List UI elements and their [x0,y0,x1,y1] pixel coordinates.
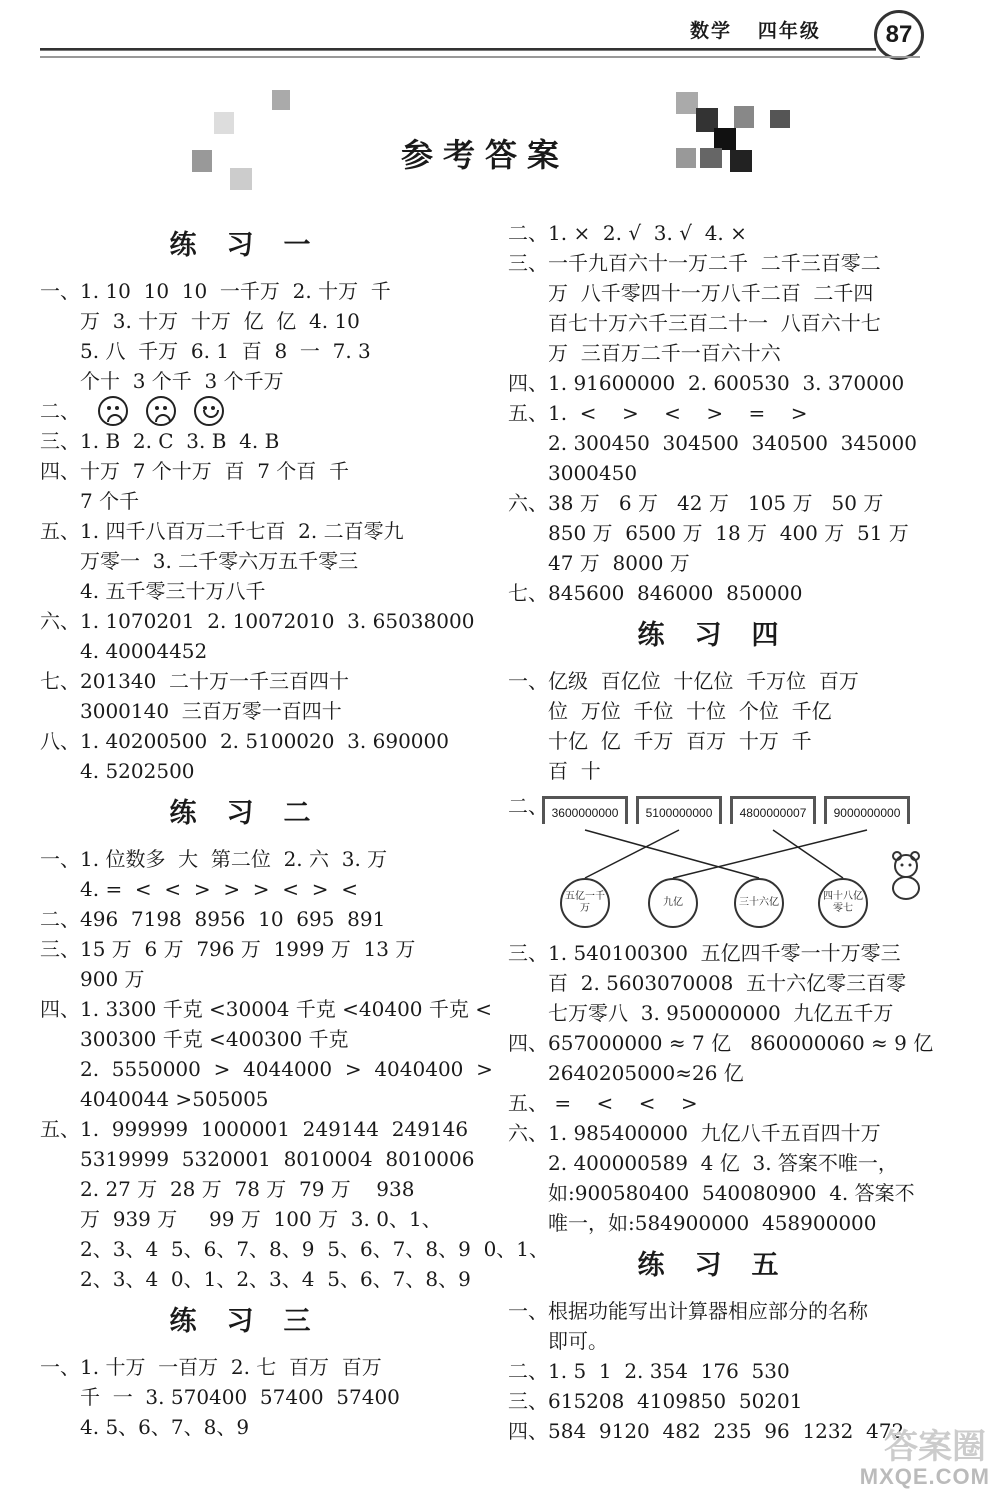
answer-line: 850 万 6500 万 18 万 400 万 51 万 [548,521,909,545]
header-rule-thin [40,56,920,58]
answer-line: 4. = < < > > > < > < [80,877,358,901]
answer-line: 万 八千零四十一万八千二百 二千四 [548,281,874,305]
answer-line: 如:900580400 540080900 4. 答案不 [548,1181,915,1205]
sad-face-icon [98,396,128,426]
answer-line: 三、1. 540100300 五亿四千零一十万零三 [508,941,901,965]
answer-line: 万 939 万 99 万 100 万 3. 0、1、 [80,1207,442,1231]
answer-line: 百 2. 5603070008 五十六亿零三百零 [548,971,907,995]
section-title: 练习一 [169,230,341,261]
answer-line: 七、845600 846000 850000 [508,581,803,605]
watermark: MXQE.COM [859,1464,990,1489]
page-title: 参考答案 [400,136,569,174]
answer-line: 三、一千九百六十一万二千 二千三百零二 [508,251,881,275]
bear-icon [884,850,928,900]
watermark-logo: 答案圈 [884,1427,986,1467]
answer-line: 位 万位 千位 十位 个位 千亿 [548,699,832,723]
header-subject: 数学 [690,20,733,42]
answer-line: 七、201340 二十万一千三百四十 [40,669,350,693]
answer-line: 一、1. 10 10 10 一千万 2. 十万 千 [40,279,391,303]
smiley-face-icon [194,396,224,426]
answer-line: 3000450 [548,461,638,485]
header-text [690,16,821,43]
answer-line: 五、1. 四千八百万二千七百 2. 二百零九 [40,519,404,543]
answer-line: 七万零八 3. 950000000 九亿五千万 [548,1001,894,1025]
word-circle: 九亿 [648,878,698,928]
answer-line: 五、1. < > < > = > [508,401,808,425]
word-circle: 三十六亿 [734,878,784,928]
answer-line: 二、1. × 2. √ 3. √ 4. × [508,221,747,245]
answer-line: 五、1. 999999 1000001 249144 249146 [40,1117,469,1141]
answer-line: 2、3、4 0、1、2、3、4 5、6、7、8、9 [80,1267,471,1291]
answer-line: 4. 40004452 [80,639,208,663]
number-box: 9000000000 [824,796,910,824]
answer-line: 六、1. 985400000 九亿八千五百四十万 [508,1121,881,1145]
sad-face-icon [146,396,176,426]
answer-line: 7 个千 [80,489,140,513]
answer-line: 三、615208 4109850 50201 [508,1389,803,1413]
answer-line: 八、1. 40200500 2. 5100020 3. 690000 [40,729,449,753]
section-title: 练习三 [169,1306,341,1337]
answer-line: 唯一，如:584900000 458900000 [548,1211,877,1235]
answer-line: 2640205000≈26 亿 [548,1061,744,1085]
answer-line: 万零一 3. 二千零六万五千零三 [80,549,359,573]
answer-line: 一、亿级 百亿位 十亿位 千万位 百万 [508,669,859,693]
answer-line: 四、1. 91600000 2. 600530 3. 370000 [508,371,905,395]
answer-line: 5319999 5320001 8010004 8010006 [80,1147,475,1171]
answer-line: 万 3. 十万 十万 亿 亿 4. 10 [80,309,360,333]
answer-line: 二、496 7198 8956 10 695 891 [40,907,386,931]
match-line [673,830,867,878]
answer-line: 3000140 三百万零一百四十 [80,699,342,723]
answer-line: 2. 5550000 > 4044000 > 4040400 > [80,1057,493,1081]
match-line [585,830,759,878]
answer-line: 百 十 [548,759,601,783]
section-title: 练习四 [637,620,809,651]
answer-line: 2. 27 万 28 万 78 万 79 万 938 [80,1177,415,1201]
page-number: 87 [874,10,924,60]
answer-line: 三、15 万 6 万 796 万 1999 万 13 万 [40,937,416,961]
number-box: 3600000000 [542,796,628,824]
number-box: 5100000000 [636,796,722,824]
blur-decoration [272,90,290,110]
answer-line: 5. 八 千万 6. 1 百 8 一 7. 3 [80,339,371,363]
answer-line: 4. 5、6、7、8、9 [80,1415,250,1439]
answer-line: 四、584 9120 482 235 96 1232 472 [508,1419,905,1443]
matching-diagram [508,790,938,930]
answer-line: 四、十万 7 个十万 百 7 个百 千 [40,459,350,483]
answer-line: 万 三百万二千一百六十六 [548,341,781,365]
answer-line: 2、3、4 5、6、7、8、9 5、6、7、8、9 0、1、 [80,1237,550,1261]
answer-line: 六、1. 1070201 2. 10072010 3. 65038000 [40,609,475,633]
answer-line: 一、根据功能写出计算器相应部分的名称 [508,1299,868,1323]
answer-label: 二、 [40,399,80,423]
answer-line: 百七十万六千三百二十一 八百六十七 [548,311,881,335]
answer-line: 4. 5202500 [80,759,195,783]
answer-line: 300300 千克 <400300 千克 [80,1027,349,1051]
answer-line: 4. 五千零三十万八千 [80,579,266,603]
header-rule [40,48,876,51]
right-column [508,218,938,1446]
section-title: 练习五 [637,1250,809,1281]
answer-line: 二、1. 5 1 2. 354 176 530 [508,1359,790,1383]
answer-line: 六、38 万 6 万 42 万 105 万 50 万 [508,491,884,515]
answer-line: 一、1. 十万 一百万 2. 七 百万 百万 [40,1355,382,1379]
match-line [773,830,843,878]
faces-row [40,396,470,426]
header-grade: 四年级 [757,20,821,42]
section-title: 练习二 [169,798,341,829]
answer-line: 2. 300450 304500 340500 345000 [548,431,917,455]
answer-line: 4040044 >505005 [80,1087,269,1111]
answer-line: 47 万 8000 万 [548,551,690,575]
answer-line: 一、1. 位数多 大 第二位 2. 六 3. 万 [40,847,388,871]
answer-line: 千 一 3. 570400 57400 57400 [80,1385,400,1409]
answer-line: 即可。 [548,1329,608,1353]
answer-line: 2. 400000589 4 亿 3. 答案不唯一， [548,1151,898,1175]
blur-decoration [770,110,790,128]
answer-line: 三、1. B 2. C 3. B 4. B [40,429,280,453]
word-circle: 四十八亿零七 [818,878,868,928]
number-box: 4800000007 [730,796,816,824]
left-column [40,218,550,1442]
answer-line: 个十 3 个千 3 个千万 [80,369,284,393]
word-circle: 五亿一千万 [560,878,610,928]
answer-line: 四、657000000 ≈ 7 亿 860000060 ≈ 9 亿 [508,1031,934,1055]
answer-label: 二、 [508,794,548,818]
blur-decoration [676,92,698,114]
answer-line: 五、 = < < > [508,1091,698,1115]
answer-line: 十亿 亿 千万 百万 十万 千 [548,729,812,753]
answer-line: 900 万 [80,967,145,991]
blur-decoration [734,106,754,128]
answer-line: 四、1. 3300 千克 <30004 千克 <40400 千克 < [40,997,493,1021]
match-line [585,830,679,878]
